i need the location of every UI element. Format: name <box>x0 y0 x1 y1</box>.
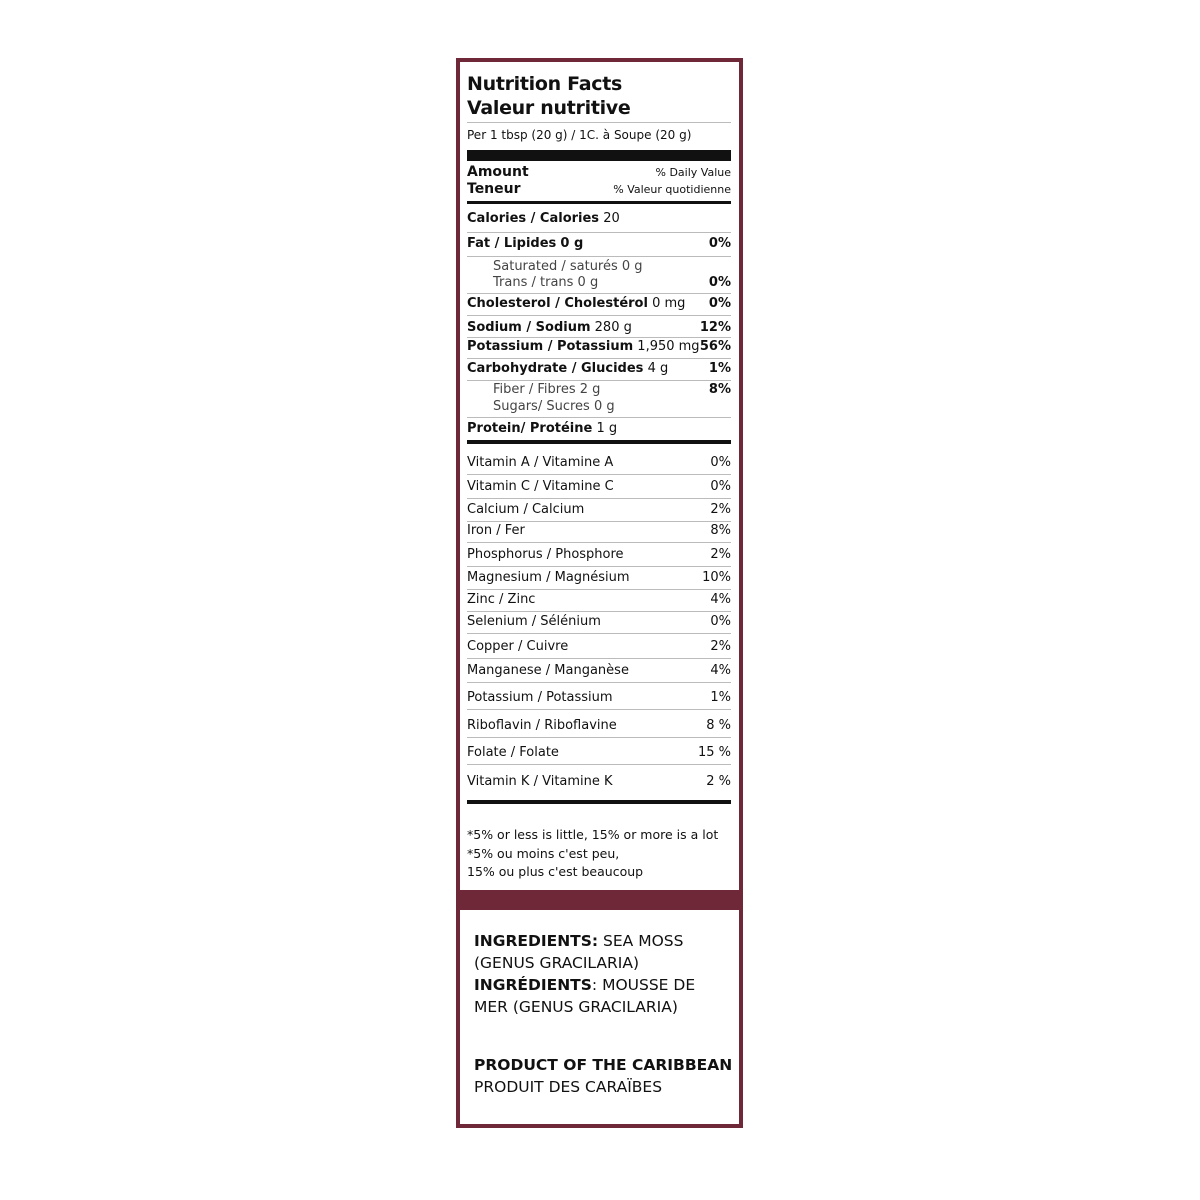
cholesterol-row: Cholesterol / Cholestérol 0 mg 0% <box>467 296 731 311</box>
ingredients-panel <box>460 910 739 1124</box>
vitamin-percent: 1% <box>710 690 731 705</box>
vitamin-percent: 2 % <box>706 774 731 789</box>
divider <box>467 232 731 233</box>
vitamin-row <box>467 521 731 541</box>
divider <box>467 315 731 316</box>
vitamin-row <box>467 716 731 736</box>
divider <box>467 122 731 123</box>
divider <box>467 709 731 710</box>
origin-fr: PRODUIT DES CARAÏBES <box>474 1078 663 1096</box>
ingredients-text <box>474 930 730 1018</box>
title-fr: Valeur nutritive <box>467 97 631 119</box>
vitamin-label: Vitamin K / Vitamine K <box>467 774 613 789</box>
carbohydrate-row: Carbohydrate / Glucides 4 g 1% <box>467 361 731 376</box>
vitamin-label: Vitamin C / Vitamine C <box>467 479 614 494</box>
vitamin-percent: 4% <box>710 663 731 678</box>
calories-row: Calories / Calories 20 <box>467 211 620 226</box>
vitamin-percent: 2% <box>710 502 731 517</box>
nutrition-title <box>467 72 630 120</box>
vitamin-label: Manganese / Manganèse <box>467 663 629 678</box>
vitamin-percent: 15 % <box>697 745 731 760</box>
sodium-row: Sodium / Sodium 280 g 12% <box>467 320 731 335</box>
daily-value-fr: % Valeur quotidienne <box>613 183 731 196</box>
divider <box>467 682 731 683</box>
saturated-row: Saturated / saturés 0 g <box>493 259 643 274</box>
nutrition-facts-panel <box>460 62 739 890</box>
footnote-line: *5% or less is little, 15% or more is a lot <box>467 827 719 842</box>
divider <box>467 633 731 634</box>
vitamin-row <box>467 590 731 610</box>
ingredients-fr: INGRÉDIENTS: MOUSSE DE MER (GENUS GRACILARIA) <box>474 976 696 1016</box>
vitamin-label: Iron / Fer <box>467 523 525 538</box>
vitamin-label: Folate / Folate <box>467 745 559 760</box>
divider <box>467 764 731 765</box>
title-en: Nutrition Facts <box>467 73 623 95</box>
amount-label: Amount <box>467 164 529 180</box>
vitamin-row <box>467 743 731 763</box>
vitamin-row <box>467 772 731 792</box>
vitamin-percent: 0% <box>710 455 731 470</box>
footnote-line: *5% ou moins c'est peu, <box>467 845 620 861</box>
vitamin-label: Zinc / Zinc <box>467 592 536 607</box>
vitamin-label: Vitamin A / Vitamine A <box>467 455 614 470</box>
vitamin-label: Selenium / Sélénium <box>467 614 601 629</box>
ingredients-en: INGREDIENTS: SEA MOSS (GENUS GRACILARIA) <box>474 932 684 972</box>
footnote-line: 15% ou plus c'est beaucoup <box>467 864 644 879</box>
vitamin-percent: 0% <box>710 479 731 494</box>
teneur-label: Teneur <box>467 181 521 197</box>
vitamin-percent: 2% <box>710 547 731 562</box>
divider <box>467 566 731 567</box>
vitamin-row <box>467 500 731 520</box>
vitamin-row <box>467 545 731 565</box>
vitamin-row <box>467 661 731 681</box>
vitamin-label: Magnesium / Magnésium <box>467 570 630 585</box>
vitamin-label: Riboflavin / Riboflavine <box>467 718 617 733</box>
vitamin-row <box>467 568 731 588</box>
divider-bar <box>467 440 731 444</box>
vitamin-percent: 8% <box>710 523 731 538</box>
divider-bar <box>467 800 731 804</box>
daily-value-en: % Daily Value <box>655 166 731 179</box>
divider <box>467 737 731 738</box>
vitamin-label: Copper / Cuivre <box>467 639 569 654</box>
footnote <box>467 826 718 882</box>
protein-row: Protein/ Protéine 1 g <box>467 421 618 436</box>
vitamin-row <box>467 477 731 497</box>
trans-row: Trans / trans 0 g 0% <box>493 275 731 290</box>
vitamin-percent: 0% <box>710 614 731 629</box>
divider <box>467 498 731 499</box>
origin-en: PRODUCT OF THE CARIBBEAN <box>474 1056 733 1074</box>
divider <box>467 658 731 659</box>
product-origin <box>474 1054 732 1098</box>
divider <box>467 542 731 543</box>
vitamin-row <box>467 612 731 632</box>
fiber-row: Fiber / Fibres 2 g 8% <box>493 382 731 397</box>
sugars-row: Sugars/ Sucres 0 g <box>493 399 615 414</box>
vitamin-row <box>467 637 731 657</box>
vitamin-row <box>467 688 731 708</box>
vitamin-percent: 10% <box>702 570 731 585</box>
fat-row: Fat / Lipides 0 g 0% <box>467 236 731 251</box>
vitamin-label: Phosphorus / Phosphore <box>467 547 624 562</box>
divider <box>467 474 731 475</box>
vitamin-label: Potassium / Potassium <box>467 690 613 705</box>
label-frame <box>456 58 743 1128</box>
divider-mid <box>467 201 731 204</box>
vitamin-label: Calcium / Calcium <box>467 502 585 517</box>
potassium-row: Potassium / Potassium 1,950 mg 56% <box>467 339 731 354</box>
vitamin-percent: 2% <box>710 639 731 654</box>
vitamin-percent: 4% <box>710 592 731 607</box>
serving-size: Per 1 tbsp (20 g) / 1C. à Soupe (20 g) <box>467 128 692 142</box>
divider-thick <box>467 150 731 161</box>
vitamin-row <box>467 453 731 473</box>
vitamin-percent: 8 % <box>706 718 731 733</box>
divider <box>467 417 731 418</box>
